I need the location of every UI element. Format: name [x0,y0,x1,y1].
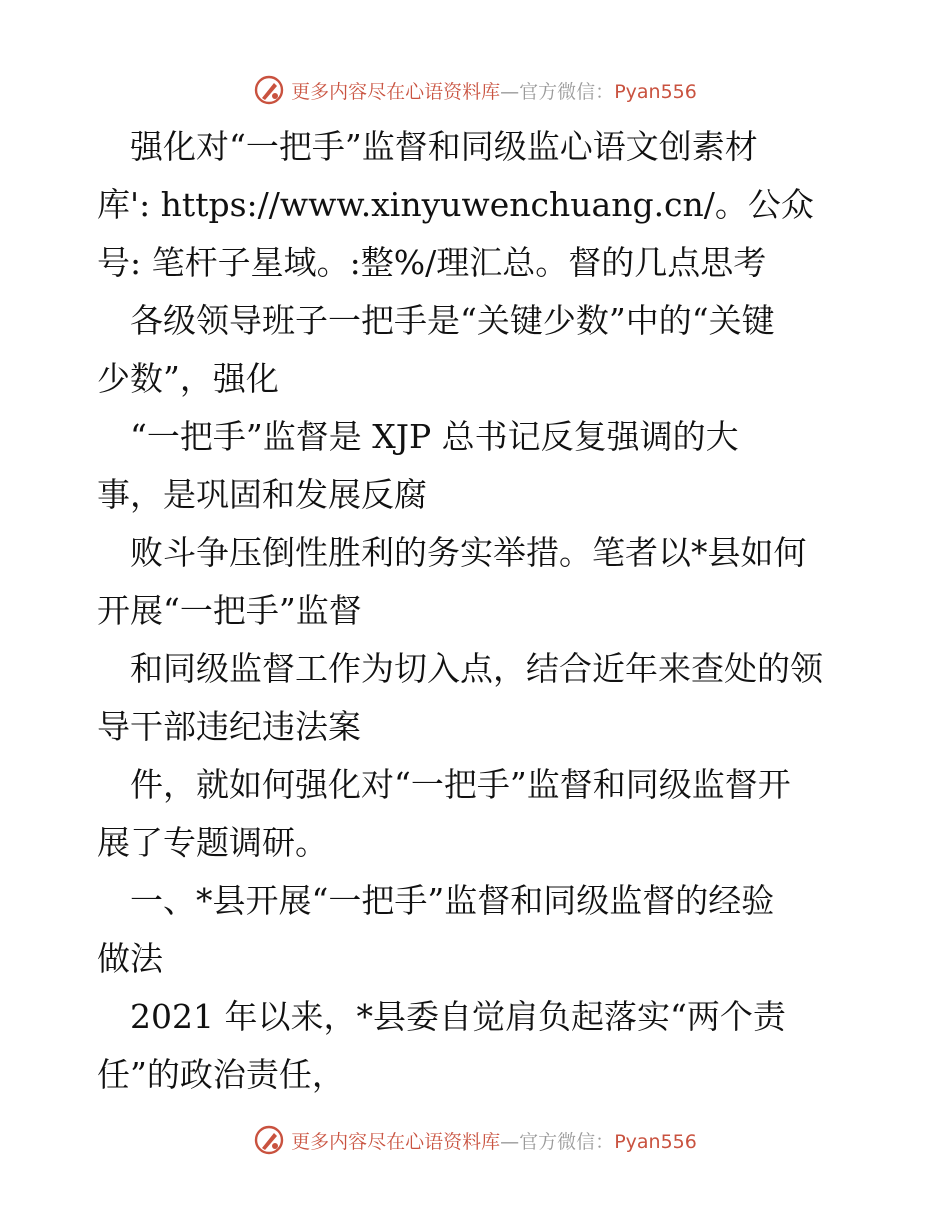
watermark-brand: 更多内容尽在心语资料库 [291,80,501,103]
text-line: 少数”，强化 [97,359,279,398]
document-body [97,118,857,1104]
watermark-contact-prefix: 官方微信： [519,80,615,103]
watermark-banner-top [0,70,950,110]
watermark-brand: 更多内容尽在心语资料库 [291,1130,501,1153]
text-line: 任”的政治责任， [97,1055,345,1094]
text-line: 事，是巩固和发展反腐 [97,475,427,514]
text-line: 件，就如何强化对“一把手”监督和同级监督开 [97,765,791,804]
pen-logo-icon [253,1124,285,1156]
watermark-dash: — [500,1130,520,1153]
text-line: 开展“一把手”监督 [97,591,362,630]
text-line: 2021 年以来，*县委自觉肩负起落实“两个责 [97,997,786,1036]
text-line: “一把手”监督是 XJP 总书记反复强调的大 [97,417,739,456]
watermark-contact-prefix: 官方微信： [519,1130,615,1153]
watermark-text [291,1127,697,1154]
text-line: 各级领导班子一把手是“关键少数”中的“关键 [97,301,775,340]
text-line: 展了专题调研。 [97,823,328,862]
text-line: 和同级监督工作为切入点，结合近年来查处的领 [97,649,823,688]
text-line: 库': https://www.xinyuwenchuang.cn/。公众 [97,185,814,224]
text-line: 做法 [97,939,163,978]
text-line: 一、*县开展“一把手”监督和同级监督的经验 [97,881,775,920]
watermark-contact-id: Pyan556 [614,1130,697,1153]
watermark-contact-id: Pyan556 [614,80,697,103]
watermark-banner-bottom [0,1120,950,1160]
watermark-text [291,77,697,104]
text-line: 导干部违纪违法案 [97,707,361,746]
watermark-dash: — [500,80,520,103]
text-line: 败斗争压倒性胜利的务实举措。笔者以*县如何 [97,533,807,572]
pen-logo-icon [253,74,285,106]
text-line: 号: 笔杆子星域。:整%/理汇总。督的几点思考 [97,243,767,282]
text-line: 强化对“一把手”监督和同级监心语文创素材 [97,127,758,166]
